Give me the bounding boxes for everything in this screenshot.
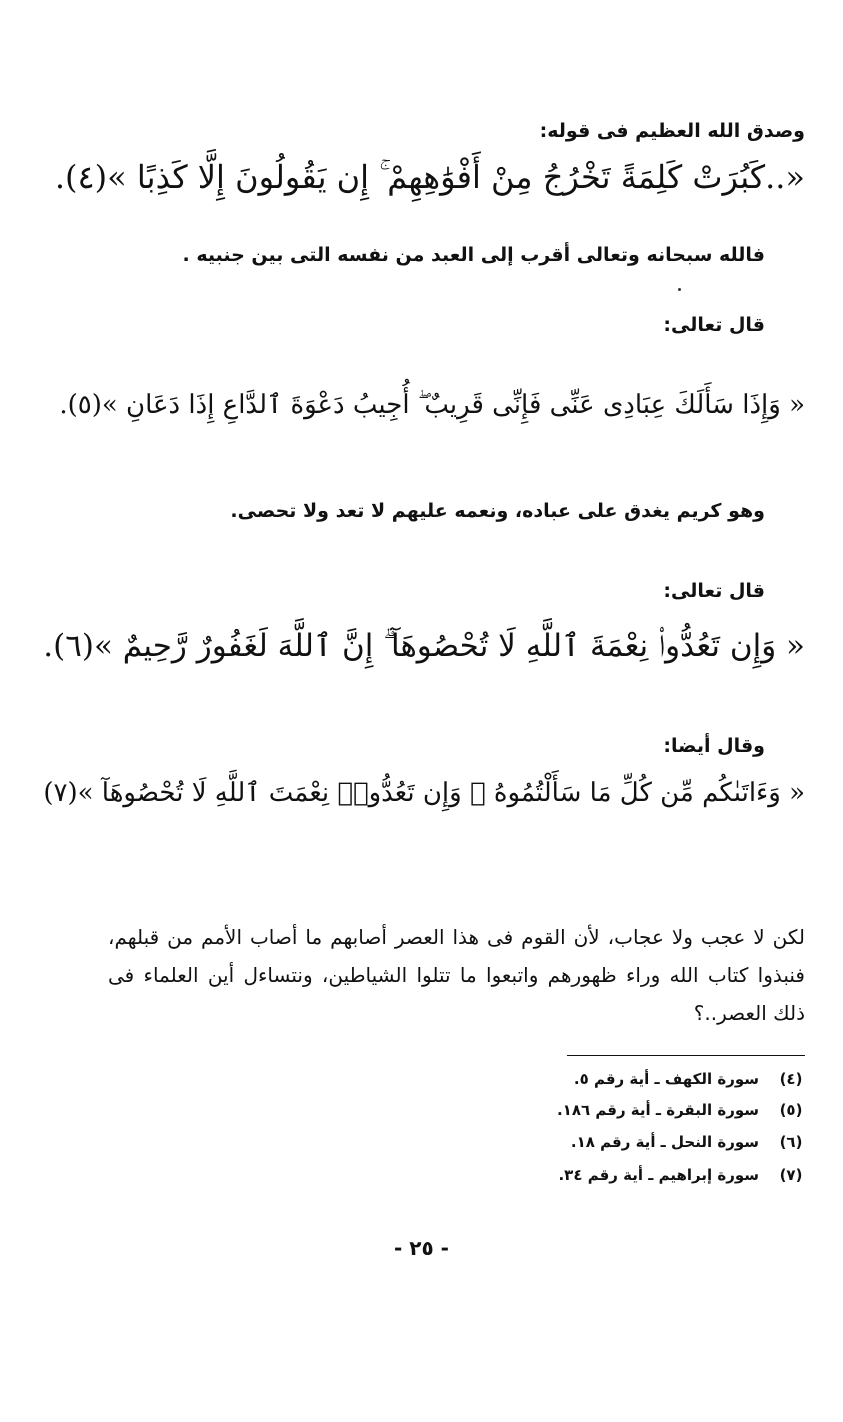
footnote-number: (٥) (779, 1101, 803, 1119)
footnote-text: سورة إبراهيم ـ أية رقم ٣٤. (558, 1166, 759, 1184)
intro-line-1: وصدق الله العظيم فى قوله: (539, 120, 805, 142)
verse-1: «..كَبُرَتْ كَلِمَةً تَخْرُجُ مِنْ أَفْوَٰهِهِمْ ۚ إِن يَقُولُونَ إِلَّا كَذِبًا »(٤). (54, 158, 805, 196)
footnote-7 (555, 1166, 805, 1184)
footnote-number: (٧) (779, 1166, 803, 1184)
intro-line-3: قال تعالى: (663, 314, 765, 336)
footnote-text: سورة النحل ـ أية رقم ١٨. (570, 1133, 759, 1151)
footnote-divider (567, 1055, 805, 1056)
intro-line-6: وقال أيضا: (663, 735, 765, 757)
footnote-5 (555, 1101, 805, 1119)
text-line-4: وهو كريم يغدق على عباده، ونعمه عليهم لا تعد ولا تحصى. (230, 500, 765, 522)
footnote-text: سورة البقرة ـ أية رقم ١٨٦. (556, 1101, 759, 1119)
text-line-2: فالله سبحانه وتعالى أقرب إلى العبد من نفسه التى بين جنبيه . (182, 244, 765, 266)
footnote-4 (555, 1070, 805, 1088)
footnote-number: (٤) (779, 1070, 803, 1088)
footnote-number: (٦) (779, 1133, 803, 1151)
footnote-6 (555, 1133, 805, 1151)
intro-line-5: قال تعالى: (663, 580, 765, 602)
verse-2: « وَإِذَا سَأَلَكَ عِبَادِى عَنِّى فَإِنِّى قَرِيبٌ ۖ أُجِيبُ دَعْوَةَ ٱلدَّاعِ إِذَا دَعَانِ »(٥). (59, 390, 805, 420)
verse-4: « وَءَاتَىٰكُم مِّن كُلِّ مَا سَأَلْتُمُوهُ ۚ وَإِن تَعُدُّوا۟ نِعْمَتَ ٱللَّهِ لَا تُحْصُوهَآ »(٧) (43, 778, 805, 808)
ink-speck (678, 288, 681, 291)
body-paragraph: لكن لا عجب ولا عجاب، لأن القوم فى هذا العصر أصابهم ما أصاب الأمم من قبلهم، فنبذوا كتاب الله وراء ظهورهم واتبعوا ما تتلوا الشياطين، ونتساءل أين العلماء فى ذلك العصر..؟ (108, 925, 805, 1025)
verse-3: « وَإِن تَعُدُّوا۟ نِعْمَةَ ٱللَّهِ لَا تُحْصُوهَآ ۗ إِنَّ ٱللَّهَ لَغَفُورٌ رَّحِيمٌ »(٦). (43, 628, 805, 664)
page-number: - ٢٥ - (394, 1236, 449, 1260)
footnote-text: سورة الكهف ـ أية رقم ٥. (573, 1070, 759, 1088)
